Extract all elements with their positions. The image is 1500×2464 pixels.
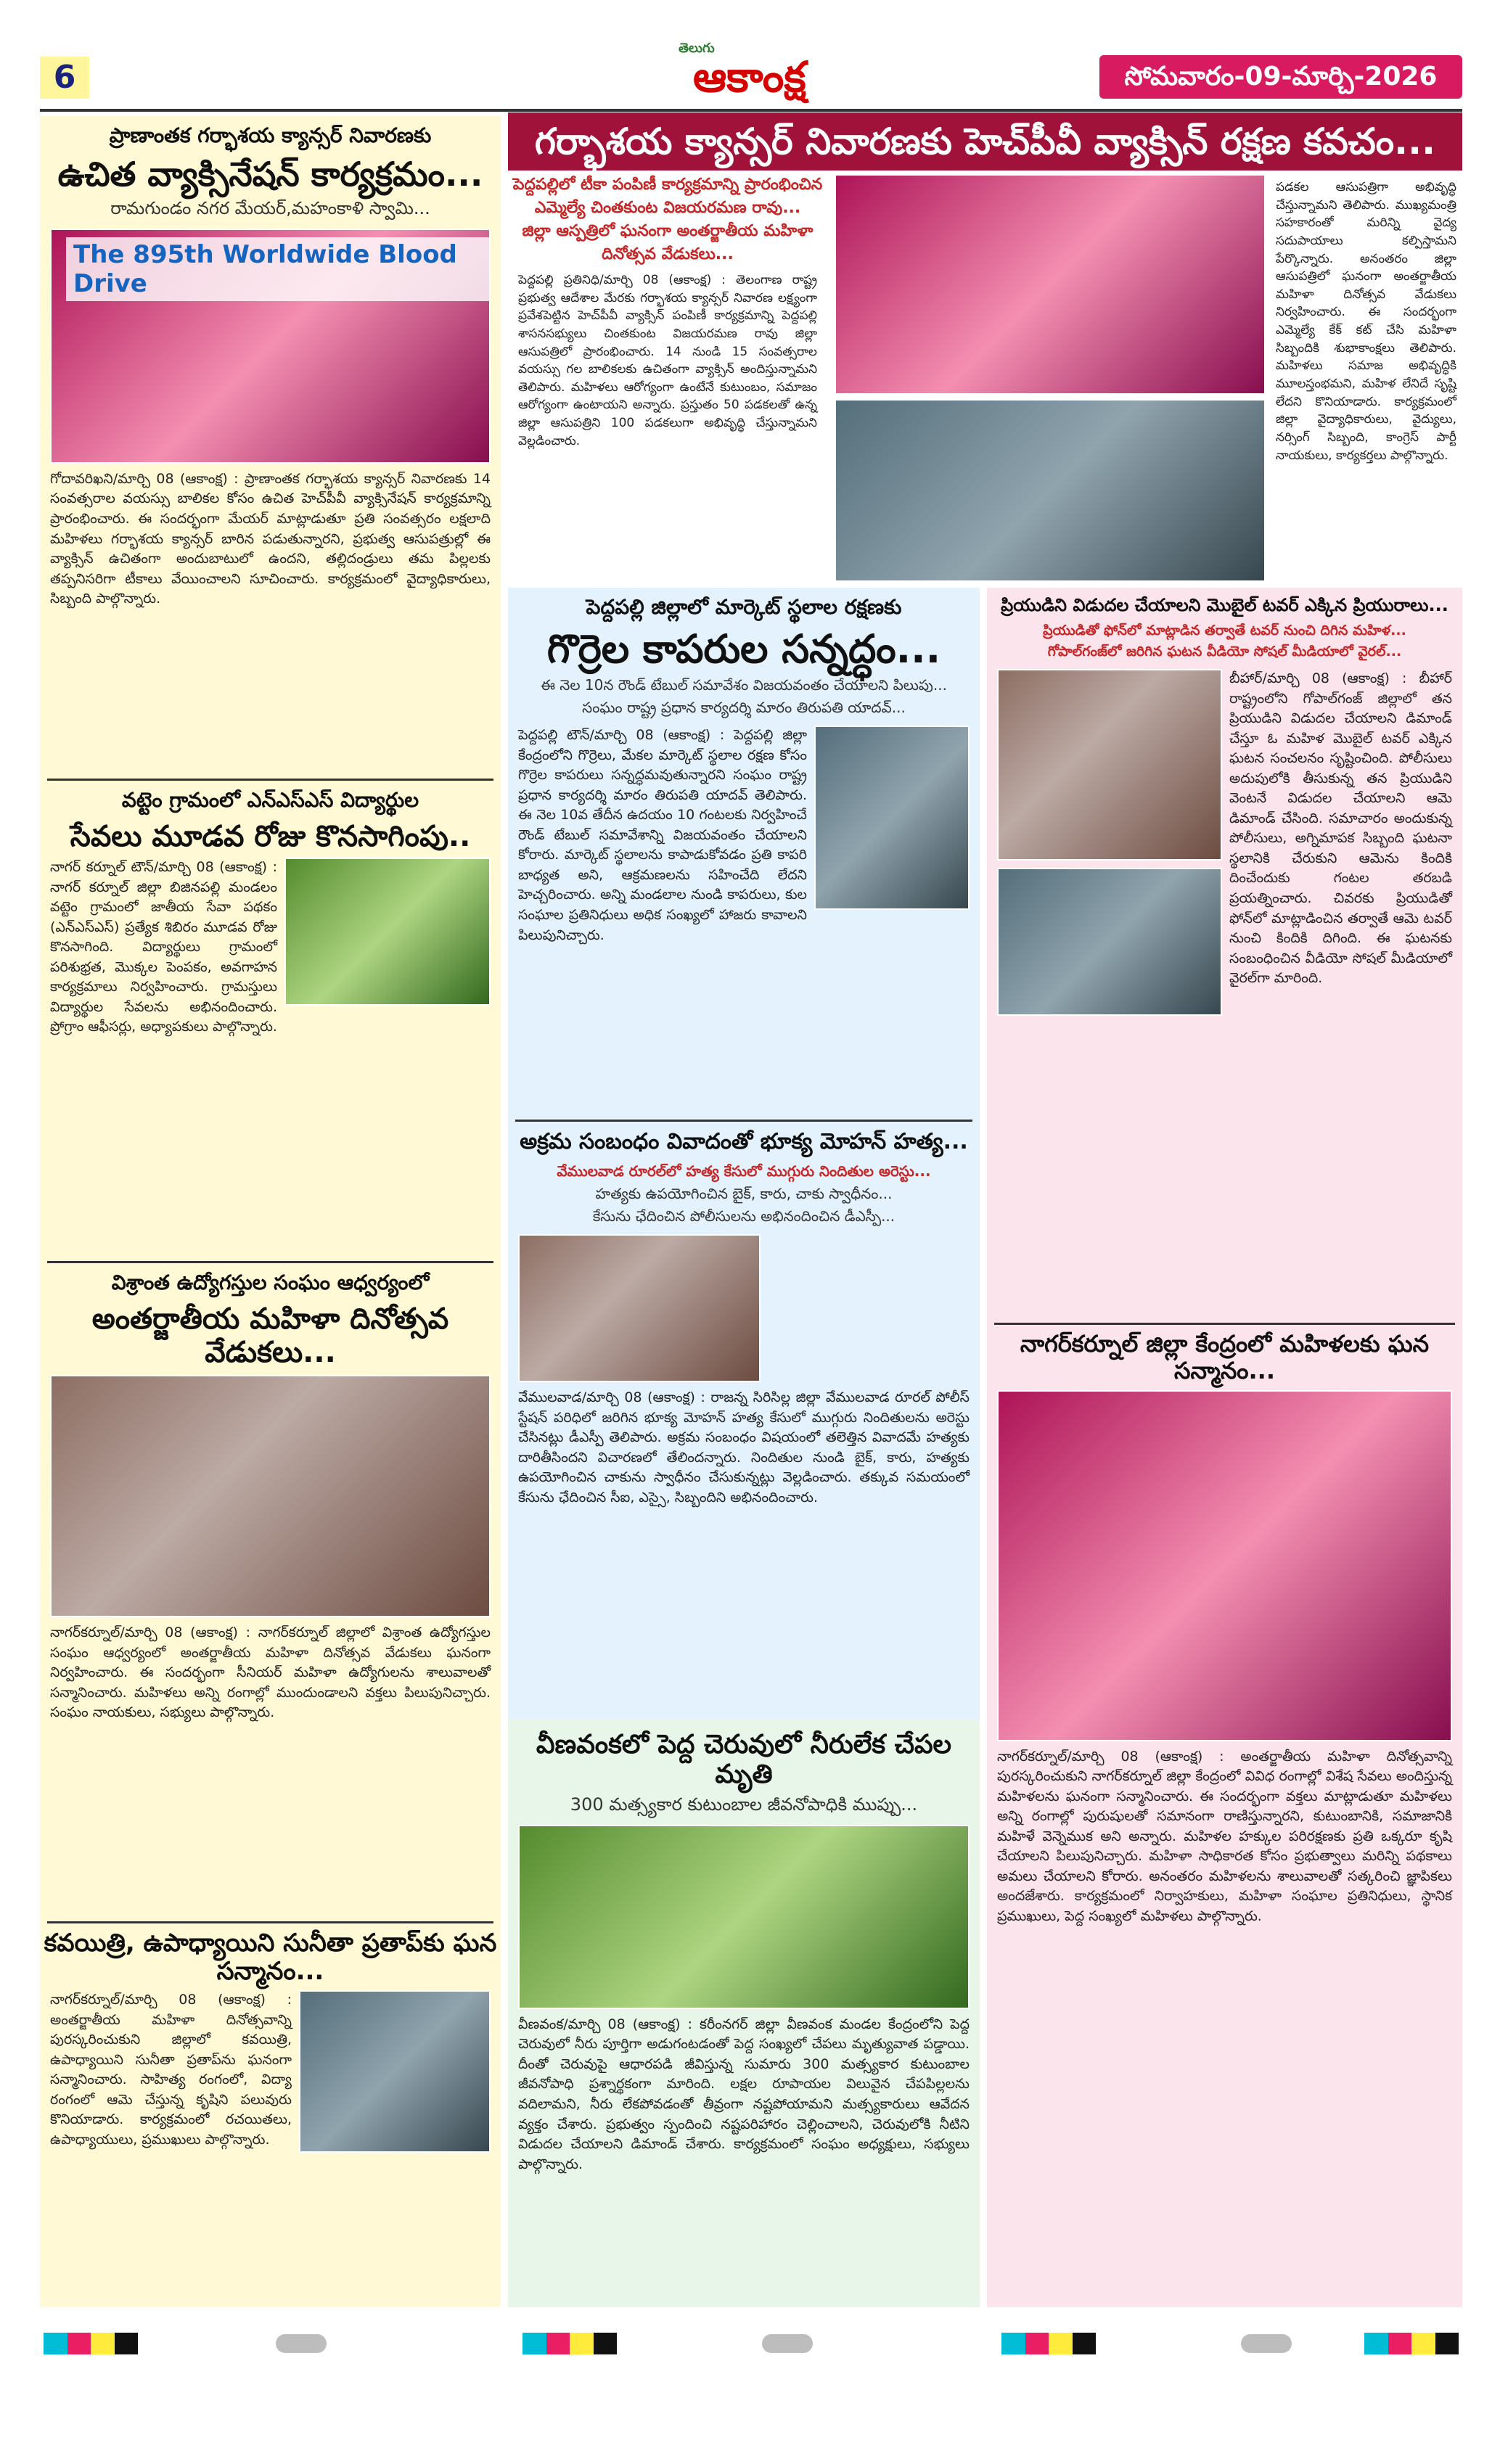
story-photo-crowd <box>997 669 1222 861</box>
story-headline: నాగర్‌కర్నూల్ జిల్లా కేంద్రంలో మహిళలకు ఘన సన్మానం... <box>1020 1330 1430 1384</box>
issue-date: సోమవారం-09-మార్చి-2026 <box>1099 55 1462 99</box>
story-body: గోదావరిఖని/మార్చి 08 (ఆకాంక్ష) : ప్రాణాంతక గర్భాశయ క్యాన్సర్ నివారణకు 14 సంవత్సరాల వయస్సు బాలికల కోసం ఉచిత హెచ్‌పీవీ వ్యాక్సినేషన్ కార్యక్రమాన్ని ప్రారంభించారు. ఈ సందర్భంగా మేయర్ మాట్లాడుతూ ప్రతి సంవత్సరం లక్షలాది మహిళలు గర్భాశయ క్యాన్సర్ బారిన పడుతున్నారని, ప్రభుత్వ ఆసుపత్రుల్లో ఈ వ్యాక్సిన్ ఉచితంగా అందుబాటులో ఉందని, తల్లిదండ్రులు తమ పిల్లలకు తప్పనిసరిగా టీకాలు వేయించాలని సూచించారు. కార్యక్రమంలో వైద్యాధికారులు, సిబ్బంది పాల్గొన్నారు. <box>50 470 491 607</box>
lead-subhead: పెద్దపల్లిలో టీకా పంపిణీ కార్యక్రమాన్ని ప్రారంభించిన <box>512 176 823 194</box>
lead-body-continued: పడకల ఆసుపత్రిగా అభివృద్ధి చేస్తున్నామని తెలిపారు. ముఖ్యమంత్రి సహకారంతో మరిన్ని వైద్య సదుపాయాలు కల్పిస్తామని పేర్కొన్నారు. అనంతరం జిల్లా ఆసుపత్రిలో ఘనంగా అంతర్జాతీయ మహిళా దినోత్సవ వేడుకలు నిర్వహించారు. ఈ సందర్భంగా ఎమ్మెల్యే కేక్ కట్ చేసి మహిళా సిబ్బందికి శుభాకాంక్షలు తెలిపారు. మహిళలు సమాజ అభివృద్ధికి మూలస్తంభమని, మహిళ లేనిదే సృష్టి లేదని కొనియాడారు. కార్యక్రమంలో జిల్లా వైద్యాధికారులు, వైద్యులు, నర్సింగ్ సిబ్బంది, కాంగ్రెస్ పార్టీ నాయకులు, కార్యకర్తలు పాల్గొన్నారు. <box>1276 180 1456 463</box>
color-bar <box>522 2333 617 2354</box>
story-headline: సేవలు మూడవ రోజు కొనసాగింపు.. <box>70 820 471 853</box>
color-bar <box>44 2333 138 2354</box>
story-photo <box>299 1990 491 2153</box>
section-divider <box>515 1120 972 1122</box>
lead-body: పెద్దపల్లి ప్రతినిధి/మార్చి 08 (ఆకాంక్ష) : తెలంగాణ రాష్ట్ర ప్రభుత్వ ఆదేశాల మేరకు గర్భాశయ క్యాన్సర్ నివారణ లక్ష్యంగా ప్రవేశపెట్టిన హెచ్‌పీవీ వ్యాక్సిన్ పంపిణీ కార్యక్రమాన్ని పెద్దపల్లి శాసనసభ్యులు చింతకుంట విజయరమణ రావు జిల్లా ఆసుపత్రిలో ప్రారంభించారు. 14 నుండి 15 సంవత్సరాల వయస్సు గల బాలికలకు ఉచితంగా వ్యాక్సిన్ అందిస్తున్నామని తెలిపారు. మహిళలు ఆరోగ్యంగా ఉంటేనే కుటుంబం, సమాజం ఆరోగ్యంగా ఉంటాయని అన్నారు. ప్రస్తుతం 50 పడకలతో ఉన్న జిల్లా ఆసుపత్రిని 100 పడకలుగా అభివృద్ధి చేస్తున్నామని వెల్లడించారు. <box>518 273 817 448</box>
page-header <box>40 41 1462 105</box>
story-kicker: ప్రియుడిని విడుదల చేయాలని మొబైల్ టవర్ ఎక్కిన ప్రియురాలు... <box>1001 595 1448 615</box>
story-mohan-murder <box>508 1114 980 1658</box>
story-photo-tower <box>997 868 1222 1016</box>
story-headline: వీణవంకలో పెద్ద చెరువులో నీరులేక చేపల మృతి <box>536 1730 952 1790</box>
story-photo-portrait <box>814 726 970 910</box>
story-photo <box>997 1390 1452 1741</box>
story-subhead: హత్యకు ఉపయోగించిన బైక్, కారు, చాకు స్వాధీనం... <box>595 1185 893 1202</box>
story-headline: గొర్రెల కాపరుల సన్నద్ధం... <box>546 626 941 672</box>
section-divider <box>47 1261 493 1263</box>
lead-subhead: దినోత్సవ వేడుకలు... <box>602 245 734 263</box>
story-photo <box>50 1375 491 1617</box>
story-body: నాగర్‌కర్నూల్/మార్చి 08 (ఆకాంక్ష) : అంతర్జాతీయ మహిళా దినోత్సవాన్ని పురస్కరించుకుని నాగర్‌కర్నూల్ జిల్లా కేంద్రంలో వివిధ రంగాల్లో విశేష సేవలు అందిస్తున్న మహిళలను ఘనంగా సన్మానించారు. ఈ సందర్భంగా వక్తలు మాట్లాడుతూ మహిళలు అన్ని రంగాల్లో పురుషులతో సమానంగా రాణిస్తున్నారని, కుటుంబానికి, సమాజానికి మహిళే వెన్నెముక అని అన్నారు. మహిళల హక్కుల పరిరక్షణకు ప్రతి ఒక్కరూ కృషి చేయాలని పిలుపునిచ్చారు. మహిళా సాధికారత కోసం ప్రభుత్వాలు మరిన్ని పథకాలు అమలు చేయాలని కోరారు. అనంతరం మహిళలను శాలువాలతో సత్కరించి జ్ఞాపికలు అందజేశారు. కార్యక్రమంలో నిర్వాహకులు, మహిళా సంఘాల ప్రతినిధులు, స్థానిక ప్రముఖులు, పెద్ద సంఖ్యలో మహిళలు పాల్గొన్నారు. <box>997 1748 1452 1924</box>
story-body: పెద్దపల్లి టౌన్/మార్చి 08 (ఆకాంక్ష) : పెద్దపల్లి జిల్లా కేంద్రంలోని గొర్రెలు, మేకల మార్కెట్ స్థలాల రక్షణ కోసం గొర్రెల కాపరులు సన్నద్ధమవుతున్నారని సంఘం రాష్ట్ర ప్రధాన కార్యదర్శి మారం తిరుపతి యాదవ్ తెలిపారు. ఈ నెల 10వ తేదీన ఉదయం 10 గంటలకు నిర్వహించే రౌండ్ టేబుల్ సమావేశాన్ని విజయవంతం చేయాలని కోరారు. మార్కెట్ స్థలాలను కాపాడుకోవడం ప్రతి కాపరి బాధ్యత అని, ఆక్రమణలను సహించేది లేదని హెచ్చరించారు. అన్ని మండలాల నుండి కాపరులు, కుల సంఘాల ప్రతినిధులు అధిక సంఖ్యలో హాజరు కావాలని పిలుపునిచ్చారు. <box>518 727 807 943</box>
story-body: నాగర్‌కర్నూల్/మార్చి 08 (ఆకాంక్ష) : అంతర్జాతీయ మహిళా దినోత్సవాన్ని పురస్కరించుకుని జిల్లాలో కవయిత్రి, ఉపాధ్యాయిని సునీతా ప్రతాప్‌ను ఘనంగా సన్మానించారు. సాహిత్య రంగంలో, విద్యా రంగంలో ఆమె చేస్తున్న కృషిని పలువురు కొనియాడారు. కార్యక్రమంలో రచయితలు, ఉపాధ్యాయులు, ప్రముఖులు పాల్గొన్నారు. <box>50 1992 292 2148</box>
story-subhead: గోపాల్‌గంజ్‌లో జరిగిన ఘటన వీడియో సోషల్ మీడియాలో వైరల్... <box>1047 644 1402 660</box>
color-bar <box>1001 2333 1096 2354</box>
story-kicker: అక్రమ సంబంధం వివాదంతో భూక్య మోహన్ హత్య... <box>520 1129 968 1154</box>
story-subhead: ఈ నెల 10న రౌండ్ టేబుల్ సమావేశం విజయవంతం చేయాలని పిలుపు... <box>541 676 947 694</box>
story-mobile-tower <box>987 588 1462 1313</box>
lead-photo-vaccination <box>835 399 1266 580</box>
story-sunitha-pratap <box>40 1915 501 2307</box>
story-photo <box>518 1234 761 1382</box>
story-kicker: పెద్దపల్లి జిల్లాలో మార్కెట్ స్థలాల రక్షణకు <box>586 595 902 619</box>
story-body: నాగర్‌కర్నూల్/మార్చి 08 (ఆకాంక్ష) : నాగర్‌కర్నూల్ జిల్లాలో విశ్రాంత ఉద్యోగస్తుల సంఘం ఆధ్వర్యంలో అంతర్జాతీయ మహిళా దినోత్సవ వేడుకలు ఘనంగా నిర్వహించారు. ఈ సందర్భంగా సీనియర్ మహిళా ఉద్యోగులను శాలువాలతో సన్మానించారు. మహిళలు అన్ని రంగాల్లో ముందుండాలని వక్తలు పిలుపునిచ్చారు. సంఘం నాయకులు, సభ్యులు పాల్గొన్నారు. <box>50 1625 491 1721</box>
story-body: నాగర్ కర్నూల్ టౌన్/మార్చి 08 (ఆకాంక్ష) : నాగర్ కర్నూల్ జిల్లా బిజినపల్లి మండలం వట్టెం గ్రామంలో జాతీయ సేవా పథకం (ఎన్ఎస్ఎస్) ప్రత్యేక శిబిరం మూడవ రోజు కొనసాగింది. విద్యార్థులు గ్రామంలో పరిశుభ్రత, మొక్కల పెంపకం, అవగాహన కార్యక్రమాలు నిర్వహించారు. గ్రామస్తులు విద్యార్థుల సేవలను అభినందించారు. ప్రోగ్రాం ఆఫీసర్లు, అధ్యాపకులు పాల్గొన్నారు. <box>50 859 277 1035</box>
story-kicker: వట్టెం గ్రామంలో ఎన్ఎస్ఎస్ విద్యార్థుల <box>121 788 419 812</box>
story-retired-employees <box>40 1255 501 1912</box>
story-body: వీణవంక/మార్చి 08 (ఆకాంక్ష) : కరీంనగర్ జిల్లా వీణవంక మండల కేంద్రంలోని పెద్ద చెరువులో నీరు పూర్తిగా అడుగంటడంతో పెద్ద సంఖ్యలో చేపలు మృత్యువాత పడ్డాయి. దీంతో చెరువుపై ఆధారపడి జీవిస్తున్న సుమారు 300 మత్స్యకార కుటుంబాల జీవనోపాధి ప్రశ్నార్థకంగా మారింది. లక్షల రూపాయల విలువైన చేపపిల్లలను వదిలామని, నీరు లేకపోవడంతో తీవ్రంగా నష్టపోయామని మత్స్యకారులు ఆవేదన వ్యక్తం చేశారు. ప్రభుత్వం స్పందించి నష్టపరిహారం చెల్లించాలని, చెరువులోకి నీటిని విడుదల చేయాలని డిమాండ్ చేశారు. కార్యక్రమంలో సంఘం అధ్యక్షులు, సభ్యులు పాల్గొన్నారు. <box>518 2016 970 2172</box>
story-headline: కవయిత్రి, ఉపాధ్యాయిని సునీతా ప్రతాప్‌కు ఘన సన్మానం... <box>44 1929 497 1987</box>
story-subhead: సంఘం రాష్ట్ర ప్రధాన కార్యదర్శి మారం తిరుపతి యాదవ్... <box>582 699 906 717</box>
header-rule <box>40 109 1462 112</box>
masthead-logo: ఆకాంక్ష <box>693 52 806 102</box>
page-number: 6 <box>40 57 89 99</box>
color-bar <box>1364 2333 1459 2354</box>
story-nss-camp <box>40 773 501 1252</box>
right-column <box>987 588 1462 2307</box>
lead-subhead: జిల్లా ఆస్పత్రిలో ఘనంగా అంతర్జాతీయ మహిళా <box>522 222 813 240</box>
lead-banner-headline: గర్భాశయ క్యాన్సర్ నివారణకు హెచ్‌పీవీ వ్యాక్సిన్ రక్షణ కవచం... <box>508 112 1462 171</box>
story-kicker: విశ్రాంత ఉద్యోగస్తుల సంఘం ఆధ్వర్యంలో <box>111 1270 430 1294</box>
section-divider <box>47 779 493 781</box>
story-photo <box>518 1825 970 2009</box>
left-column <box>40 116 501 2307</box>
photo-banner-text: The 895th Worldwide Blood Drive <box>66 237 489 301</box>
registration-oval <box>1241 2334 1292 2353</box>
lead-story <box>508 174 1462 580</box>
logo-tagline: తెలుగు <box>679 41 715 56</box>
lead-photo-group <box>835 174 1266 395</box>
print-registration-marks <box>44 2333 1459 2354</box>
story-women-felicitation <box>987 1317 1462 2307</box>
story-kicker: ప్రాణాంతక గర్భాశయ క్యాన్సర్ నివారణకు <box>109 123 432 147</box>
story-subhead: ప్రియుడితో ఫోన్‌లో మాట్లాడిన తర్వాతే టవర్ నుంచి దిగిన మహిళ... <box>1043 623 1406 638</box>
story-body: బీహార్/మార్చి 08 (ఆకాంక్ష) : బీహార్ రాష్ట్రంలోని గోపాల్‌గంజ్ జిల్లాలో తన ప్రియుడిని విడుదల చేయాలని డిమాండ్ చేస్తూ ఓ మహిళ మొబైల్ టవర్ ఎక్కిన ఘటన సంచలనం సృష్టించింది. పోలీసులు అదుపులోకి తీసుకున్న తన ప్రియుడిని వెంటనే విడుదల చేయాలని ఆమె డిమాండ్ చేసింది. సమాచారం అందుకున్న పోలీసులు, అగ్నిమాపక సిబ్బంది ఘటనా స్థలానికి చేరుకుని ఆమెను కిందికి దించేందుకు గంటల తరబడి ప్రయత్నించారు. చివరకు ప్రియుడితో ఫోన్‌లో మాట్లాడించిన తర్వాతే ఆమె టవర్ నుంచి కిందికి దిగింది. ఈ ఘటనకు సంబంధించిన వీడియో సోషల్ మీడియాలో వైరల్‌గా మారింది. <box>1229 670 1452 987</box>
story-headline: అంతర్జాతీయ మహిళా దినోత్సవ వేడుకలు... <box>91 1302 449 1369</box>
story-body: వేములవాడ/మార్చి 08 (ఆకాంక్ష) : రాజన్న సిరిసిల్ల జిల్లా వేములవాడ రూరల్ పోలీస్ స్టేషన్ పరిధిలో జరిగిన భూక్య మోహన్ హత్య కేసులో ముగ్గురు నిందితులను అరెస్టు చేసినట్లు డీఎస్పీ తెలిపారు. అక్రమ సంబంధం విషయంలో తలెత్తిన వివాదమే హత్యకు దారితీసిందని విచారణలో తేలిందన్నారు. నిందితుల నుండి బైక్, కారు, హత్యకు ఉపయోగించిన చాకును స్వాధీనం చేసుకున్నట్లు వెల్లడించారు. తక్కువ సమయంలో కేసును ఛేదించిన సీఐ, ఎస్సై, సిబ్బందిని అభినందించారు. <box>518 1389 970 1506</box>
story-hpv-vaccination <box>40 116 501 769</box>
story-subhead: కేసును ఛేదించిన పోలీసులను అభినందించిన డీఎస్పీ... <box>592 1207 896 1225</box>
lead-subhead: ఎమ్మెల్యే చింతకుంట విజయరమణ రావు... <box>534 199 801 217</box>
story-subhead: 300 మత్స్యకార కుటుంబాల జీవనోపాధికి ముప్పు... <box>570 1794 918 1815</box>
registration-oval <box>762 2334 813 2353</box>
story-shepherds <box>508 588 980 1110</box>
section-divider <box>47 1921 493 1923</box>
section-divider <box>994 1323 1455 1325</box>
story-subhead: రామగుండం నగర మేయర్,మహంకాళి స్వామి... <box>110 197 430 218</box>
story-photo <box>50 229 491 464</box>
story-fish-deaths <box>508 1720 980 2307</box>
story-headline: ఉచిత వ్యాక్సినేషన్ కార్యక్రమం... <box>57 155 483 194</box>
story-subhead: వేములవాడ రూరల్‌లో హత్య కేసులో ముగ్గురు నిందితుల అరెస్టు... <box>557 1162 931 1180</box>
registration-oval <box>276 2334 327 2353</box>
story-photo <box>284 858 491 1006</box>
